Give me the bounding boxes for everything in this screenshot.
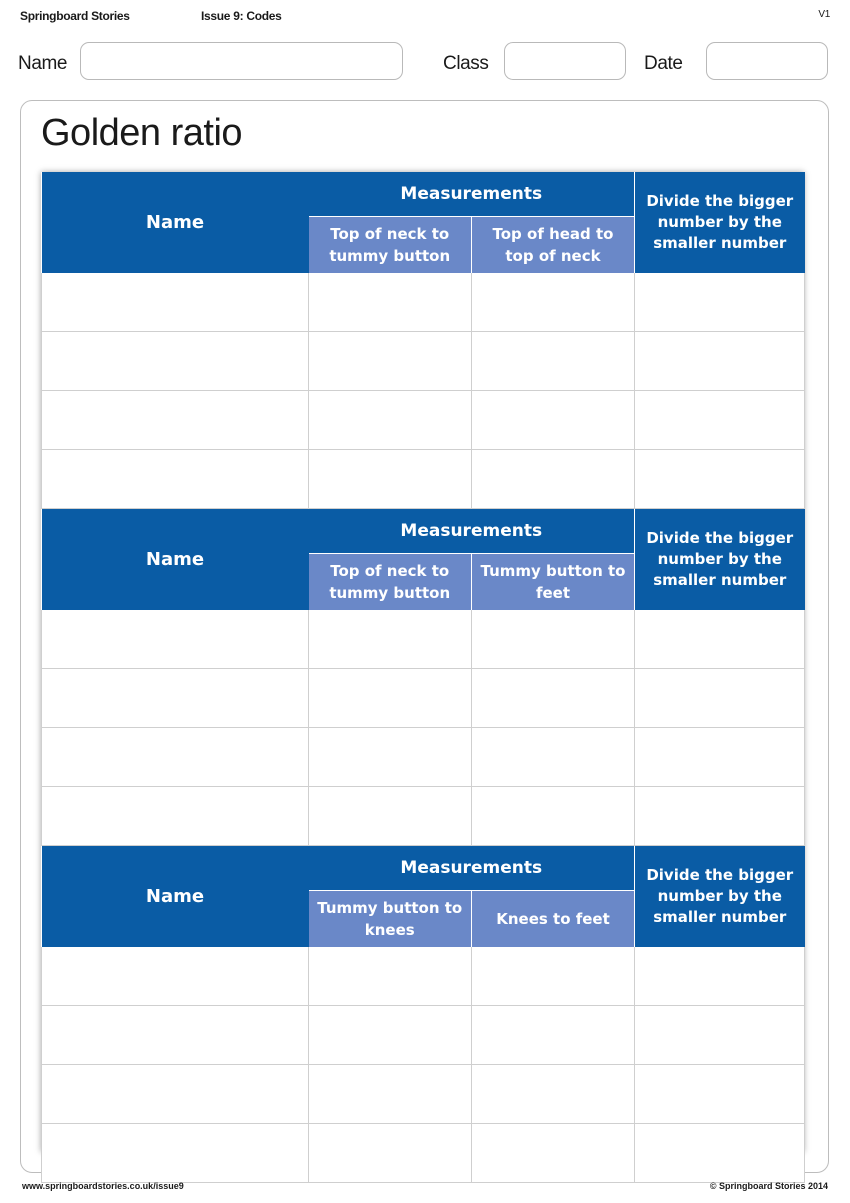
- table-row: [42, 1124, 805, 1183]
- table-row: [42, 332, 805, 391]
- measurement-a-header: Tummy button to knees: [309, 891, 472, 948]
- name-cell[interactable]: [42, 787, 309, 846]
- name-cell[interactable]: [42, 669, 309, 728]
- measurement-b-cell[interactable]: [472, 728, 635, 787]
- measurement-table: [41, 509, 805, 846]
- measurement-table: [41, 172, 805, 509]
- measurement-b-header: Knees to feet: [472, 891, 635, 948]
- class-field[interactable]: [504, 42, 626, 80]
- measurement-a-cell[interactable]: [309, 787, 472, 846]
- name-cell[interactable]: [42, 1006, 309, 1065]
- ratio-cell[interactable]: [635, 332, 805, 391]
- date-label: Date: [644, 53, 683, 74]
- measurement-b-cell[interactable]: [472, 1124, 635, 1183]
- measurement-b-cell[interactable]: [472, 1006, 635, 1065]
- name-cell[interactable]: [42, 332, 309, 391]
- ratio-cell[interactable]: [635, 787, 805, 846]
- measurement-a-cell[interactable]: [309, 1124, 472, 1183]
- ratio-cell[interactable]: [635, 1124, 805, 1183]
- top-bar: [20, 9, 830, 25]
- measurements-header: Measurements: [309, 509, 635, 554]
- name-cell[interactable]: [42, 1065, 309, 1124]
- ratio-cell[interactable]: [635, 450, 805, 509]
- ratio-cell[interactable]: [635, 1065, 805, 1124]
- issue-label: Issue 9: Codes: [201, 9, 282, 23]
- class-label: Class: [443, 53, 489, 74]
- name-header: Name: [42, 846, 309, 947]
- table-row: [42, 787, 805, 846]
- table-row: [42, 947, 805, 1006]
- measurement-b-cell[interactable]: [472, 1065, 635, 1124]
- name-header: Name: [42, 509, 309, 610]
- measurement-b-cell[interactable]: [472, 450, 635, 509]
- divide-header: Divide the bigger number by the smaller number: [635, 509, 805, 610]
- page-title: Golden ratio: [41, 112, 243, 154]
- ratio-cell[interactable]: [635, 1006, 805, 1065]
- table-row: [42, 669, 805, 728]
- ratio-cell[interactable]: [635, 947, 805, 1006]
- measurement-b-cell[interactable]: [472, 787, 635, 846]
- measurement-a-cell[interactable]: [309, 332, 472, 391]
- tables-container: [41, 172, 804, 1152]
- name-label: Name: [18, 53, 68, 74]
- measurement-b-cell[interactable]: [472, 273, 635, 332]
- measurements-header: Measurements: [309, 846, 635, 891]
- measurements-header: Measurements: [309, 172, 635, 217]
- table-row: [42, 610, 805, 669]
- measurement-b-cell[interactable]: [472, 391, 635, 450]
- measurement-b-cell[interactable]: [472, 947, 635, 1006]
- footer-copyright: © Springboard Stories 2014: [709, 1181, 828, 1191]
- date-field[interactable]: [706, 42, 828, 80]
- version-label: V1: [818, 9, 830, 20]
- measurement-a-cell[interactable]: [309, 1065, 472, 1124]
- table-row: [42, 1065, 805, 1124]
- name-cell[interactable]: [42, 391, 309, 450]
- table-row: [42, 273, 805, 332]
- measurement-a-cell[interactable]: [309, 947, 472, 1006]
- divide-header: Divide the bigger number by the smaller number: [635, 172, 805, 273]
- measurement-a-cell[interactable]: [309, 728, 472, 787]
- name-cell[interactable]: [42, 450, 309, 509]
- table-row: [42, 391, 805, 450]
- name-cell[interactable]: [42, 947, 309, 1006]
- table-row: [42, 450, 805, 509]
- measurement-a-cell[interactable]: [309, 610, 472, 669]
- measurement-a-cell[interactable]: [309, 1006, 472, 1065]
- ratio-cell[interactable]: [635, 391, 805, 450]
- measurement-b-header: Top of head to top of neck: [472, 217, 635, 274]
- measurement-a-header: Top of neck to tummy button: [309, 217, 472, 274]
- measurement-a-cell[interactable]: [309, 669, 472, 728]
- measurement-b-cell[interactable]: [472, 669, 635, 728]
- name-cell[interactable]: [42, 273, 309, 332]
- ratio-cell[interactable]: [635, 273, 805, 332]
- divide-header: Divide the bigger number by the smaller number: [635, 846, 805, 947]
- name-cell[interactable]: [42, 1124, 309, 1183]
- name-cell[interactable]: [42, 610, 309, 669]
- measurement-a-cell[interactable]: [309, 450, 472, 509]
- name-field[interactable]: [80, 42, 403, 80]
- measurement-b-cell[interactable]: [472, 610, 635, 669]
- name-cell[interactable]: [42, 728, 309, 787]
- measurement-a-cell[interactable]: [309, 391, 472, 450]
- measurement-b-cell[interactable]: [472, 332, 635, 391]
- ratio-cell[interactable]: [635, 610, 805, 669]
- measurement-a-header: Top of neck to tummy button: [309, 554, 472, 611]
- name-header: Name: [42, 172, 309, 273]
- footer-url: www.springboardstories.co.uk/issue9: [22, 1181, 184, 1191]
- ratio-cell[interactable]: [635, 669, 805, 728]
- brand-label: Springboard Stories: [20, 9, 130, 23]
- measurement-b-header: Tummy button to feet: [472, 554, 635, 611]
- ratio-cell[interactable]: [635, 728, 805, 787]
- table-row: [42, 728, 805, 787]
- measurement-a-cell[interactable]: [309, 273, 472, 332]
- table-row: [42, 1006, 805, 1065]
- measurement-table: [41, 846, 805, 1183]
